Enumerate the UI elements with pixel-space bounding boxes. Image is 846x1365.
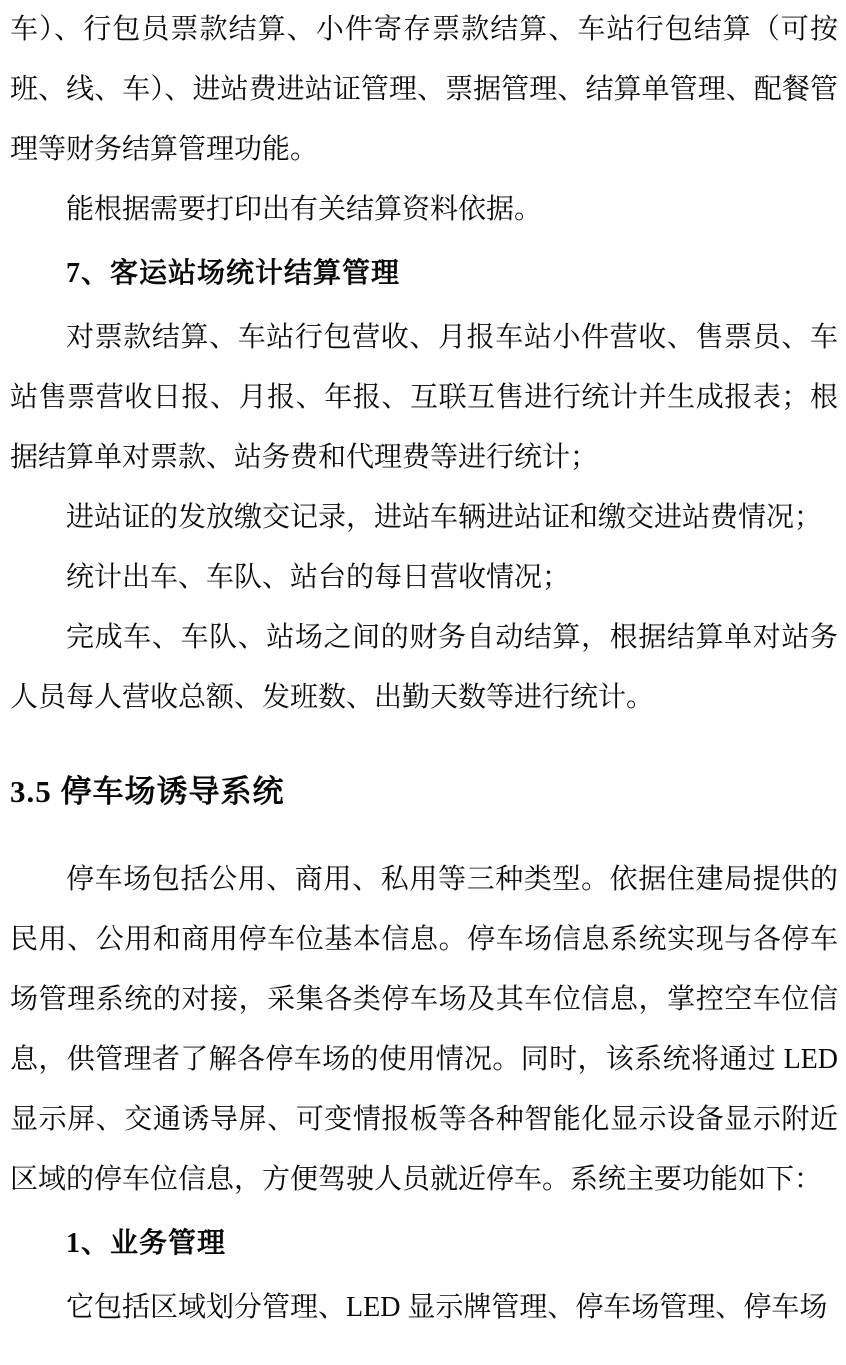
paragraph-entry-pass-records: 进站证的发放缴交记录，进站车辆进站证和缴交进站费情况； [66,502,823,533]
heading-item-7-station-statistics-settlement: 7、客运站场统计结算管理 [66,258,401,289]
paragraph-print-note: 能根据需要打印出有关结算资料依据。 [66,194,543,225]
paragraph-statistics-reports: 对票款结算、车站行包营收、月报车站小件营收、售票员、车站售票营收日报、月报、年报、互联互售进行统计并生成报表；根据结算单对票款、站务费和代理费等进行统计； [10,322,838,473]
paragraph-daily-revenue-statistics: 统计出车、车队、站台的每日营收情况； [66,562,571,593]
paragraph-business-management-scope: 它包括区域划分管理、LED 显示牌管理、停车场管理、停车场 [66,1292,828,1323]
paragraph-settlement-functions-continued: 车）、行包员票款结算、小件寄存票款结算、车站行包结算（可按班、线、车）、进站费进站证管理、票据管理、结算单管理、配餐管理等财务结算管理功能。 [10,14,838,165]
heading-section-3-5-parking-guidance-system: 3.5 停车场诱导系统 [10,774,285,809]
heading-item-1-business-management: 1、业务管理 [66,1228,227,1259]
paragraph-automatic-financial-settlement: 完成车、车队、站场之间的财务自动结算，根据结算单对站务人员每人营收总额、发班数、出勤天数等进行统计。 [10,622,838,713]
paragraph-parking-system-introduction: 停车场包括公用、商用、私用等三种类型。依据住建局提供的民用、公用和商用停车位基本信息。停车场信息系统实现与各停车场管理系统的对接，采集各类停车场及其车位信息，掌控空车位信息，供管理者了解各停车场的使用情况。同时，该系统将通过 LED 显示屏、交通诱导屏、可变情报板等各种智能化显示设备显示附近区域的停车位信息，方便驾驶人员就近停车。系统主要功能如下： [10,864,838,1195]
